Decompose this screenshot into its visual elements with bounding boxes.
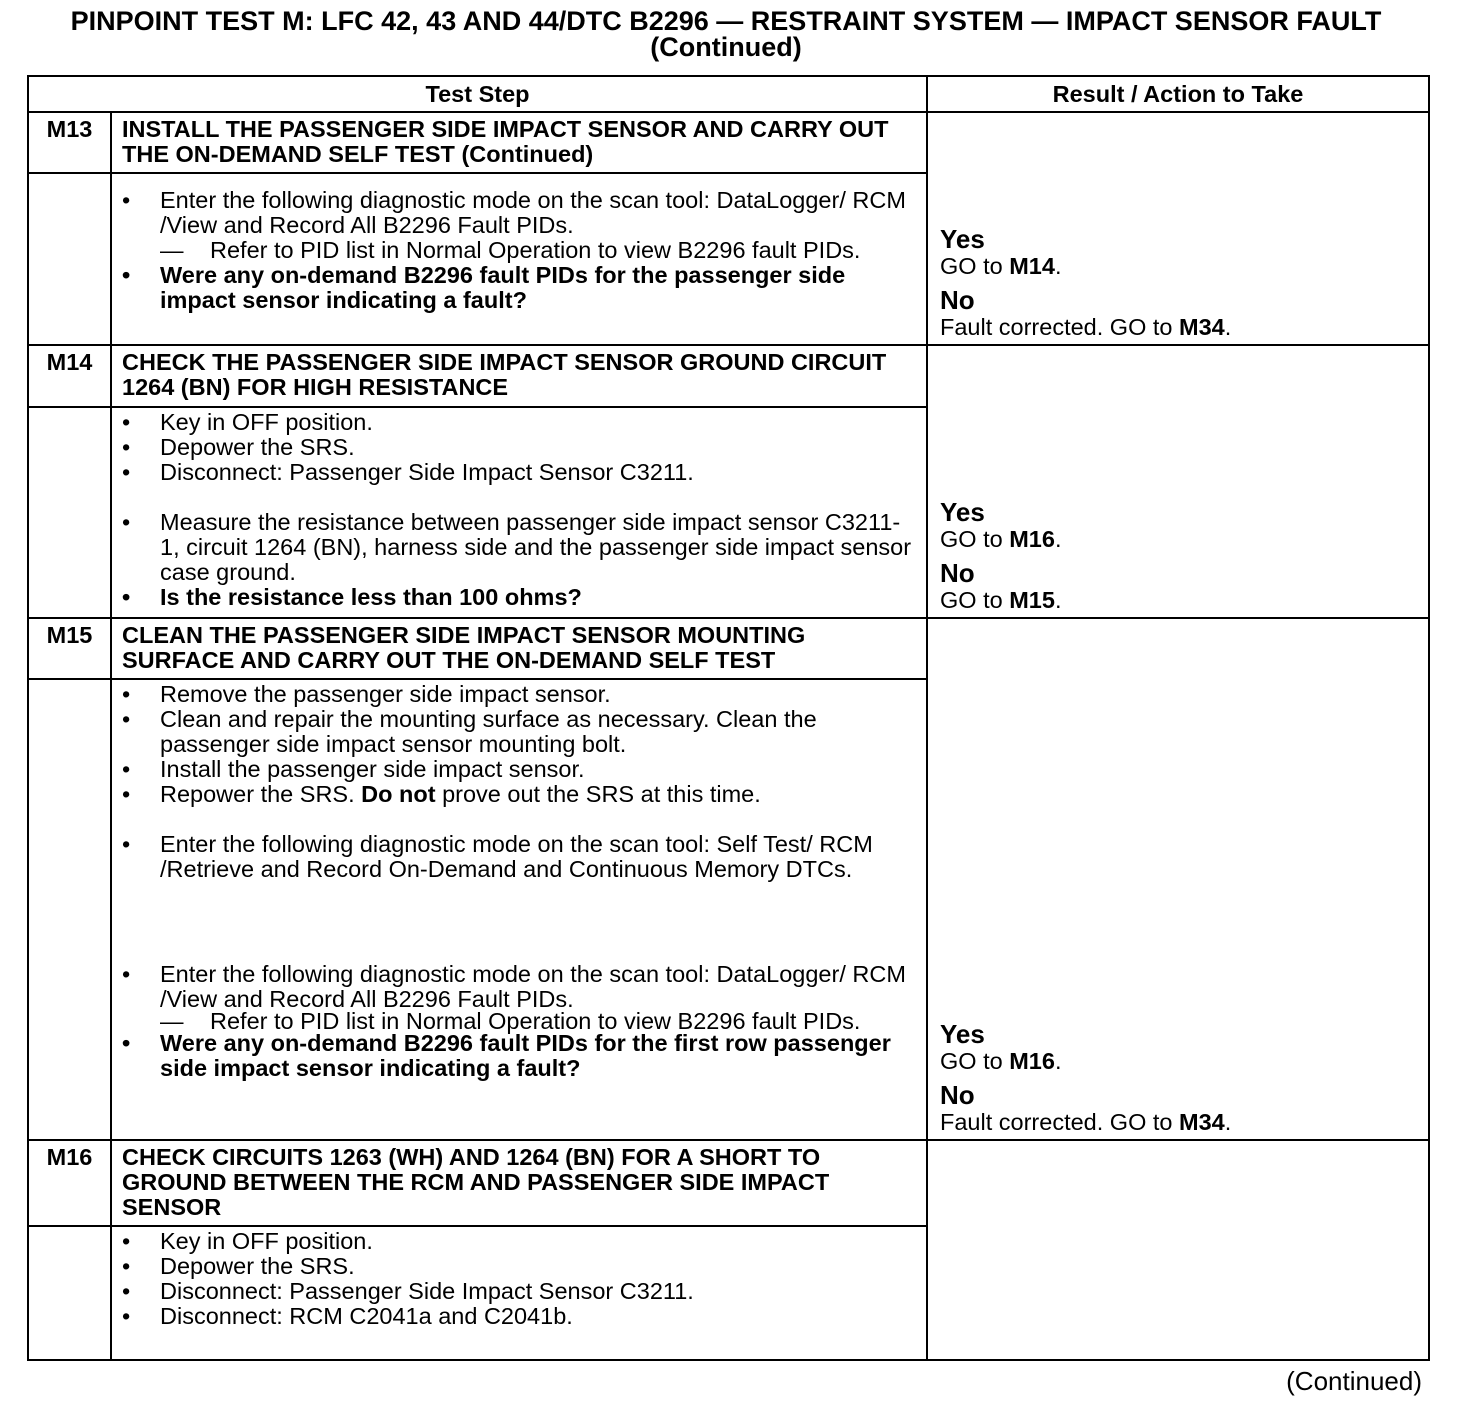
result-cell bbox=[927, 112, 1429, 345]
result-cell bbox=[927, 618, 1429, 1140]
step-spacer bbox=[28, 407, 111, 618]
step-id: M15 bbox=[28, 618, 111, 679]
yes-action: GO to M14. bbox=[940, 253, 1062, 280]
pinpoint-test-table bbox=[27, 75, 1430, 1361]
list-item-question: • Were any on-demand B2296 fault PIDs for the passenger side impact sensor indicating a fault? bbox=[122, 263, 916, 313]
step-spacer bbox=[28, 679, 111, 1140]
no-action: Fault corrected. GO to M34. bbox=[940, 314, 1232, 341]
step-row-m14-head bbox=[28, 345, 1429, 406]
list-item-question: • Were any on-demand B2296 fault PIDs for the first row passenger side impact sensor indicating a fault? bbox=[122, 1031, 916, 1081]
sub-note: — Refer to PID list in Normal Operation to view B2296 fault PIDs. bbox=[160, 1007, 861, 1034]
list-item: • Clean and repair the mounting surface as necessary. Clean the passenger side impact sensor mounting bolt. bbox=[122, 707, 916, 757]
step-body bbox=[111, 173, 927, 345]
step-id: M13 bbox=[28, 112, 111, 173]
list-item: • Depower the SRS. bbox=[122, 435, 916, 460]
step-heading: CHECK CIRCUITS 1263 (WH) AND 1264 (BN) FOR A SHORT TO GROUND BETWEEN THE RCM AND PASSENGER SIDE IMPACT SENSOR bbox=[111, 1140, 927, 1226]
step-id: M16 bbox=[28, 1140, 111, 1226]
list-item: • Remove the passenger side impact sensor. bbox=[122, 682, 916, 707]
no-label: No bbox=[940, 285, 975, 316]
yes-label: Yes bbox=[940, 224, 985, 255]
table-header-row bbox=[28, 76, 1429, 112]
yes-action: GO to M16. bbox=[940, 525, 1062, 552]
result-cell bbox=[927, 1140, 1429, 1360]
step-body bbox=[111, 679, 927, 1140]
continued-footer: (Continued) bbox=[1286, 1366, 1422, 1396]
step-spacer bbox=[28, 1226, 111, 1360]
result-cell bbox=[927, 345, 1429, 617]
step-heading: CHECK THE PASSENGER SIDE IMPACT SENSOR GROUND CIRCUIT 1264 (BN) FOR HIGH RESISTANCE bbox=[111, 345, 927, 406]
step-id: M14 bbox=[28, 345, 111, 406]
header-result: Result / Action to Take bbox=[927, 76, 1429, 112]
list-item: • Enter the following diagnostic mode on the scan tool: DataLogger/ RCM /View and Record All B2296 Fault PIDs. — Refer to PID list in Normal Operation to view B2296 fault PIDs. bbox=[122, 962, 916, 1031]
no-label: No bbox=[940, 1079, 975, 1110]
step-heading: INSTALL THE PASSENGER SIDE IMPACT SENSOR AND CARRY OUT THE ON-DEMAND SELF TEST (Continued) bbox=[111, 112, 927, 173]
list-item: • Disconnect: Passenger Side Impact Sensor C3211. bbox=[122, 460, 916, 485]
step-row-m13-head bbox=[28, 112, 1429, 173]
title-main: PINPOINT TEST M: LFC 42, 43 AND 44/DTC B2296 — RESTRAINT SYSTEM — IMPACT SENSOR FAULT bbox=[70, 6, 1382, 36]
step-heading: CLEAN THE PASSENGER SIDE IMPACT SENSOR MOUNTING SURFACE AND CARRY OUT THE ON-DEMAND SELF TEST bbox=[111, 618, 927, 679]
list-item: • Depower the SRS. bbox=[122, 1254, 916, 1279]
no-action: GO to M15. bbox=[940, 586, 1062, 613]
step-spacer bbox=[28, 173, 111, 345]
yes-action: GO to M16. bbox=[940, 1047, 1062, 1074]
list-item: • Disconnect: Passenger Side Impact Sensor C3211. bbox=[122, 1279, 916, 1304]
yes-label: Yes bbox=[940, 1018, 985, 1049]
sub-note: — Refer to PID list in Normal Operation to view B2296 fault PIDs. bbox=[160, 237, 861, 264]
list-item: • Install the passenger side impact sensor. bbox=[122, 757, 916, 782]
list-item: • Measure the resistance between passenger side impact sensor C3211-1, circuit 1264 (BN), harness side and the passenger side impact sensor case ground. bbox=[122, 510, 916, 585]
list-item: • Enter the following diagnostic mode on the scan tool: Self Test/ RCM /Retrieve and Record On-Demand and Continuous Memory DTCs. bbox=[122, 832, 916, 882]
no-label: No bbox=[940, 557, 975, 588]
page-title bbox=[0, 8, 1452, 60]
list-item: • Key in OFF position. bbox=[122, 410, 916, 435]
list-item-question: • Is the resistance less than 100 ohms? bbox=[122, 585, 916, 610]
no-action: Fault corrected. GO to M34. bbox=[940, 1108, 1232, 1135]
list-item: • Enter the following diagnostic mode on the scan tool: DataLogger/ RCM /View and Record All B2296 Fault PIDs. — Refer to PID list in Normal Operation to view B2296 fault PIDs. bbox=[122, 188, 916, 263]
yes-label: Yes bbox=[940, 496, 985, 527]
title-continued: (Continued) bbox=[650, 32, 802, 62]
step-row-m15-head bbox=[28, 618, 1429, 679]
list-item: • Key in OFF position. bbox=[122, 1229, 916, 1254]
list-item: • Disconnect: RCM C2041a and C2041b. bbox=[122, 1304, 916, 1329]
step-body bbox=[111, 1226, 927, 1360]
step-row-m16-head bbox=[28, 1140, 1429, 1226]
list-item: • Repower the SRS. Do not prove out the SRS at this time. bbox=[122, 782, 916, 807]
header-test-step: Test Step bbox=[28, 76, 927, 112]
step-body bbox=[111, 407, 927, 618]
